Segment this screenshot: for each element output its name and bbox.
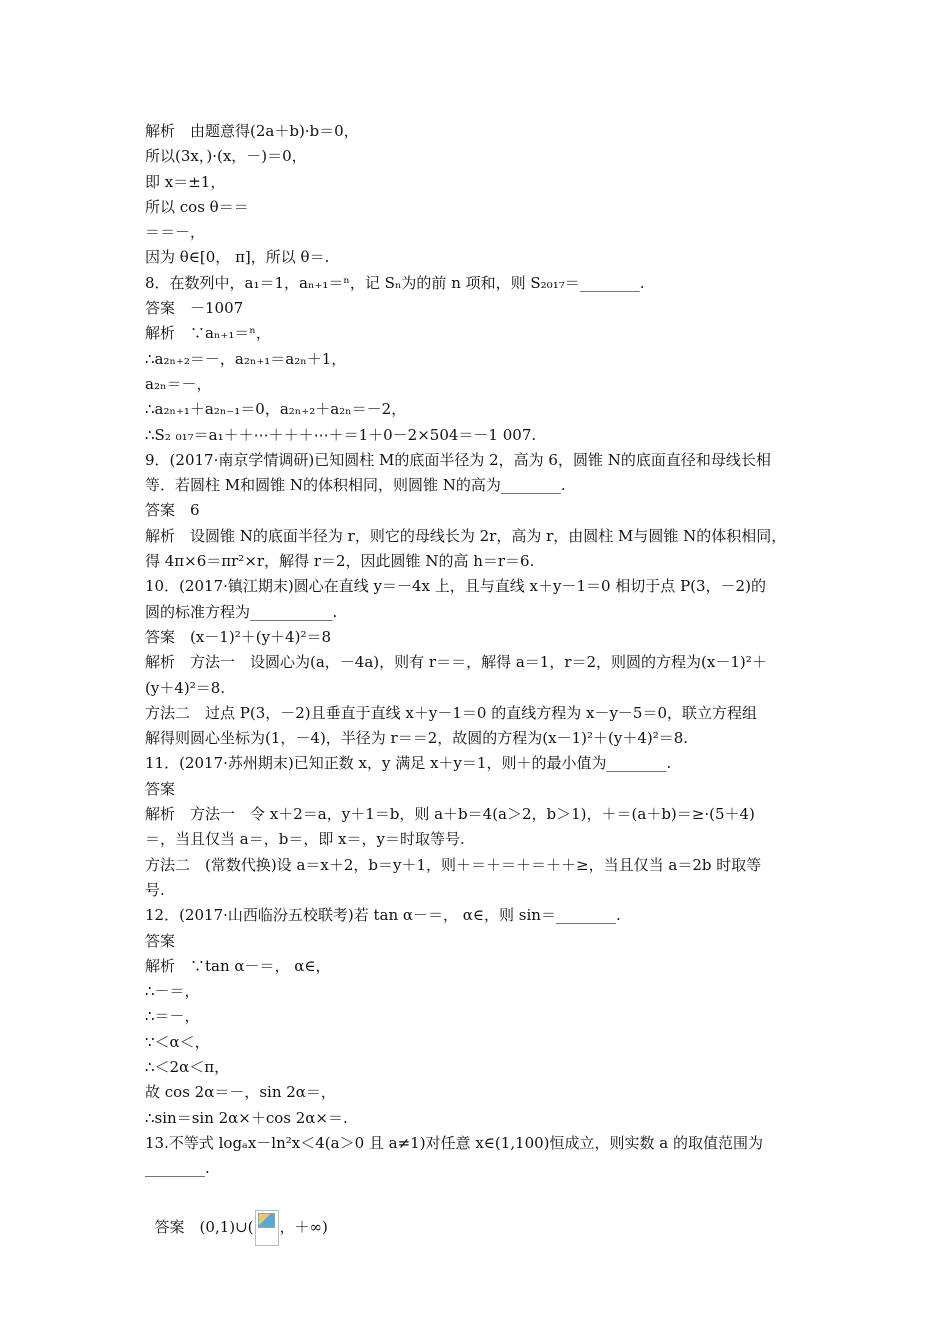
- text-line: ________.: [145, 1159, 210, 1178]
- text-line: 解得则圆心坐标为(1，－4)，半径为 r＝＝2，故圆的方程为(x－1)²＋(y＋4)²＝8.: [145, 729, 689, 748]
- text-line: 解析 ∵tan α－＝， α∈，: [145, 956, 331, 975]
- text-line: ∴S₂ ₀₁₇＝a₁＋＋⋯＋＋＋⋯＋＝1＋0－2×504＝－1 007.: [145, 425, 537, 444]
- text-line: 解析 方法一 令 x＋2＝a，y＋1＝b，则 a＋b＝4(a＞2，b＞1)，＋＝(a＋b)＝≥·(5＋4): [145, 805, 755, 824]
- text-line: 12．(2017·山西临汾五校联考)若 tan α－＝， α∈，则 sin＝________.: [145, 906, 621, 925]
- text-line: ∵＜α＜，: [145, 1032, 210, 1051]
- text-line: 答案 (x－1)²＋(y＋4)²＝8: [145, 627, 331, 646]
- text-line: 因为 θ∈[0， π]，所以 θ＝.: [145, 248, 330, 267]
- text-line: 8．在数列中，a₁＝1，aₙ₊₁＝ⁿ，记 Sₙ为的前 n 项和，则 S₂₀₁₇＝________.: [145, 273, 645, 292]
- answer-13-line: [145, 1185, 328, 1246]
- text-line: 等．若圆柱 M和圆锥 N的体积相同，则圆锥 N的高为________.: [145, 476, 566, 495]
- text-line: 故 cos 2α＝－，sin 2α＝，: [145, 1083, 336, 1102]
- document-body: [145, 119, 815, 1181]
- text-line: ∴a₂ₙ₊₁＋a₂ₙ₋₁＝0，a₂ₙ₊₂＋a₂ₙ＝－2，: [145, 400, 407, 419]
- text-line: 得 4π×6＝πr²×r，解得 r＝2，因此圆锥 N的高 h＝r＝6.: [145, 552, 535, 571]
- text-line: 方法二 (常数代换)设 a＝x＋2，b＝y＋1，则＋＝＋＝＋＝＋＋≥，当且仅当 a＝2b 时取等: [145, 855, 762, 874]
- text-line: ∴sin＝sin 2α×＋cos 2α×＝.: [145, 1108, 348, 1127]
- text-line: 解析 方法一 设圆心为(a，－4a)，则有 r＝＝，解得 a＝1，r＝2，则圆的方程为(x－1)²＋: [145, 653, 767, 672]
- text-line: 9．(2017·南京学情调研)已知圆柱 M的底面半径为 2，高为 6，圆锥 N的底面直径和母线长相: [145, 450, 771, 469]
- answer-13-suffix: ，＋∞): [279, 1218, 328, 1236]
- text-line: 圆的标准方程为___________.: [145, 602, 338, 621]
- text-line: 11．(2017·苏州期末)已知正数 x，y 满足 x＋y＝1，则＋的最小值为________.: [145, 754, 672, 773]
- text-line: 即 x＝±1，: [145, 172, 226, 191]
- text-line: 解析 设圆锥 N的底面半径为 r，则它的母线长为 2r，高为 r，由圆柱 M与圆锥 N的体积相同，: [145, 526, 787, 545]
- text-line: 所以(3x，)·(x，－)＝0，: [145, 147, 307, 166]
- text-line: 13.不等式 logₐx－ln²x＜4(a＞0 且 a≠1)对任意 x∈(1,100)恒成立，则实数 a 的取值范围为: [145, 1133, 764, 1152]
- text-line: 所以 cos θ＝＝: [145, 197, 249, 216]
- broken-image-icon: [255, 1210, 279, 1246]
- text-line: (y＋4)²＝8.: [145, 678, 226, 697]
- text-line: ＝＝－，: [145, 223, 206, 242]
- text-line: ∴＝－，: [145, 1007, 200, 1026]
- text-line: ∴＜2α＜π，: [145, 1057, 230, 1076]
- text-line: ∴a₂ₙ₊₂＝－，a₂ₙ₊₁＝a₂ₙ＋1，: [145, 349, 347, 368]
- text-line: 解析 由题意得(2a＋b)·b＝0，: [145, 122, 359, 140]
- text-line: 答案 6: [145, 501, 200, 520]
- text-line: 解析 ∵aₙ₊₁＝ⁿ，: [145, 324, 271, 343]
- answer-13-prefix: 答案 (0,1)∪(: [154, 1218, 254, 1236]
- text-line: a₂ₙ＝－，: [145, 374, 212, 393]
- text-line: 答案: [145, 779, 176, 798]
- text-line: 号.: [145, 880, 165, 899]
- text-line: ＝，当且仅当 a＝，b＝，即 x＝，y＝时取等号.: [145, 830, 465, 849]
- text-line: 答案 －1007: [145, 299, 244, 318]
- text-line: ∴－＝，: [145, 982, 200, 1001]
- text-line: 10．(2017·镇江期末)圆心在直线 y＝－4x 上，且与直线 x＋y－1＝0 相切于点 P(3，－2)的: [145, 577, 766, 596]
- text-line: 方法二 过点 P(3，－2)且垂直于直线 x＋y－1＝0 的直线方程为 x－y－5＝0，联立方程组: [145, 703, 758, 722]
- text-line: 答案: [145, 931, 176, 950]
